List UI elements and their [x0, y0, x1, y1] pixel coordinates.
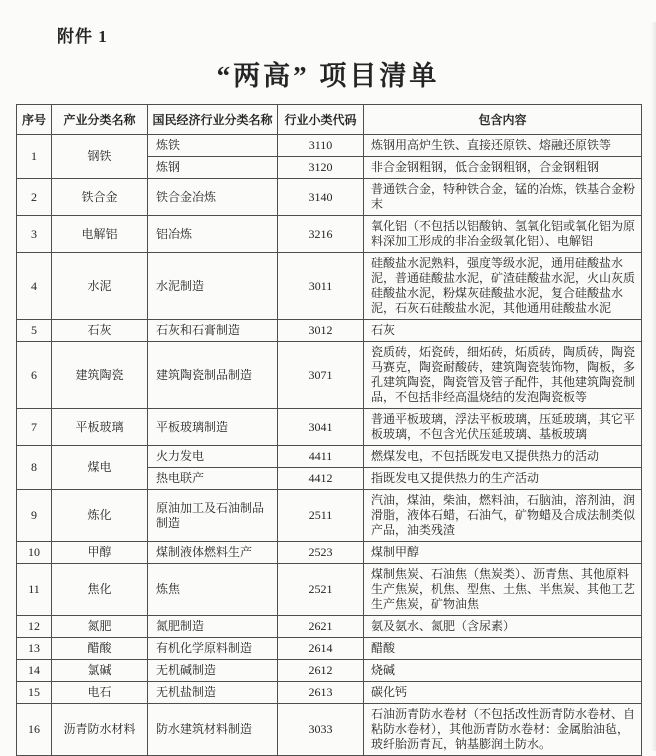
header-cell: 国民经济行业分类名称: [148, 105, 278, 135]
serial-cell: 13: [17, 638, 52, 660]
serial-cell: 1: [17, 135, 52, 179]
sector-cell: 平板玻璃制造: [148, 409, 278, 446]
industry-cell: 水泥: [52, 253, 148, 320]
table-row: [17, 638, 642, 660]
header-cell: 行业小类代码: [278, 105, 364, 135]
code-cell: 2511: [278, 490, 364, 542]
code-cell: 2614: [278, 638, 364, 660]
code-cell: 2613: [278, 682, 364, 704]
industry-cell: 平板玻璃: [52, 409, 148, 446]
table-row: [17, 564, 642, 616]
industry-cell: 石灰: [52, 320, 148, 342]
industry-cell: 钢铁: [52, 135, 148, 179]
industry-cell: 沥青防水材料: [52, 704, 148, 756]
serial-cell: 5: [17, 320, 52, 342]
table-row: [17, 490, 642, 542]
code-cell: 3140: [278, 179, 364, 216]
industry-cell: 醋酸: [52, 638, 148, 660]
content-cell: 非合金钢粗钢，低合金钢粗钢，合金钢粗钢: [364, 157, 642, 179]
table-row: [17, 682, 642, 704]
table-row: [17, 342, 642, 409]
sector-cell: 建筑陶瓷制品制造: [148, 342, 278, 409]
code-cell: 2612: [278, 660, 364, 682]
table-header: [17, 105, 642, 135]
table-row: [17, 179, 642, 216]
serial-cell: 9: [17, 490, 52, 542]
code-cell: 3033: [278, 704, 364, 756]
serial-cell: 6: [17, 342, 52, 409]
table-row: [17, 616, 642, 638]
code-cell: 3011: [278, 253, 364, 320]
serial-cell: 7: [17, 409, 52, 446]
table-row: [17, 135, 642, 157]
industry-cell: 甲醇: [52, 542, 148, 564]
sector-cell: 有机化学原料制造: [148, 638, 278, 660]
code-cell: 3110: [278, 135, 364, 157]
sector-cell: 氮肥制造: [148, 616, 278, 638]
sector-cell: 煤制液体燃料生产: [148, 542, 278, 564]
serial-cell: 11: [17, 564, 52, 616]
document-page: [0, 22, 656, 751]
industry-cell: 煤电: [52, 446, 148, 490]
sector-cell: 原油加工及石油制品制造: [148, 490, 278, 542]
code-cell: 4411: [278, 446, 364, 468]
code-cell: 3120: [278, 157, 364, 179]
attachment-label: 附件 1: [57, 27, 108, 46]
content-cell: 燃煤发电，不包括既发电又提供热力的活动: [364, 446, 642, 468]
code-cell: 2521: [278, 564, 364, 616]
code-cell: 3012: [278, 320, 364, 342]
serial-cell: 10: [17, 542, 52, 564]
serial-cell: 12: [17, 616, 52, 638]
code-cell: 4412: [278, 468, 364, 490]
table-row: [17, 446, 642, 468]
serial-cell: 4: [17, 253, 52, 320]
serial-cell: 2: [17, 179, 52, 216]
code-cell: 3071: [278, 342, 364, 409]
content-cell: 指既发电又提供热力的生产活动: [364, 468, 642, 490]
industry-cell: 铁合金: [52, 179, 148, 216]
sector-cell: 铁合金冶炼: [148, 179, 278, 216]
serial-cell: 15: [17, 682, 52, 704]
header-cell: 序号: [17, 105, 52, 135]
industry-cell: 氮肥: [52, 616, 148, 638]
content-cell: 醋酸: [364, 638, 642, 660]
header-cell: 包含内容: [364, 105, 642, 135]
content-cell: 硅酸盐水泥熟料，强度等级水泥，通用硅酸盐水泥，普通硅酸盐水泥，矿渣硅酸盐水泥，火山灰质硅酸盐水泥，粉煤灰硅酸盐水泥，复合硅酸盐水泥，石灰石硅酸盐水泥，其他通用硅酸盐水泥: [364, 253, 642, 320]
content-cell: 汽油，煤油，柴油，燃料油，石脑油，溶剂油，润滑脂，液体石蜡，石油气，矿物蜡及合成法制类似产品，油类残渣: [364, 490, 642, 542]
content-cell: 烧碱: [364, 660, 642, 682]
industry-cell: 炼化: [52, 490, 148, 542]
industry-cell: 电解铝: [52, 216, 148, 253]
table-row: [17, 253, 642, 320]
serial-cell: 16: [17, 704, 52, 756]
content-cell: 氧化铝（不包括以铝酸钠、氢氧化铝或氧化铝为原料深加工形成的非冶金级氧化铝）、电解铝: [364, 216, 642, 253]
page-title: “两高” 项目清单: [216, 61, 440, 91]
content-cell: 瓷质砖，炻瓷砖，细炻砖，炻质砖，陶质砖，陶瓷马赛克，陶瓷耐酸砖，建筑陶瓷装饰物，陶板，多孔建筑陶瓷，陶瓷管及管子配件，其他建筑陶瓷制品，不包括非经高温烧结的发泡陶瓷板等: [364, 342, 642, 409]
content-cell: 石灰: [364, 320, 642, 342]
sector-cell: 铝冶炼: [148, 216, 278, 253]
sector-cell: 火力发电: [148, 446, 278, 468]
sector-cell: 水泥制造: [148, 253, 278, 320]
content-cell: 普通平板玻璃，浮法平板玻璃，压延玻璃，其它平板玻璃，不包含光伏压延玻璃、基板玻璃: [364, 409, 642, 446]
sector-cell: 热电联产: [148, 468, 278, 490]
code-cell: 2621: [278, 616, 364, 638]
content-cell: 碳化钙: [364, 682, 642, 704]
table-row: [17, 660, 642, 682]
table-row: [17, 320, 642, 342]
content-cell: 普通铁合金，特种铁合金，锰的冶炼，铁基合金粉末: [364, 179, 642, 216]
two-high-projects-table: [16, 104, 642, 756]
sector-cell: 无机盐制造: [148, 682, 278, 704]
content-cell: 煤制焦炭、石油焦（焦炭类）、沥青焦、其他原料生产焦炭，机焦、型焦、土焦、半焦炭、其他工艺生产焦炭，矿物油焦: [364, 564, 642, 616]
content-cell: 石油沥青防水卷材（不包括改性沥青防水卷材、自粘防水卷材），其他沥青防水卷材：金属胎油毡，玻纤胎沥青瓦，钠基膨润土防水。: [364, 704, 642, 756]
sector-cell: 无机碱制造: [148, 660, 278, 682]
industry-cell: 建筑陶瓷: [52, 342, 148, 409]
sector-cell: 炼钢: [148, 157, 278, 179]
sector-cell: 炼焦: [148, 564, 278, 616]
sector-cell: 防水建筑材料制造: [148, 704, 278, 756]
serial-cell: 8: [17, 446, 52, 490]
code-cell: 3041: [278, 409, 364, 446]
serial-cell: 3: [17, 216, 52, 253]
code-cell: 2523: [278, 542, 364, 564]
industry-cell: 电石: [52, 682, 148, 704]
header-cell: 产业分类名称: [52, 105, 148, 135]
industry-cell: 氯碱: [52, 660, 148, 682]
sector-cell: 炼铁: [148, 135, 278, 157]
code-cell: 3216: [278, 216, 364, 253]
table-row: [17, 409, 642, 446]
content-cell: 炼钢用高炉生铁、直接还原铁、熔融还原铁等: [364, 135, 642, 157]
serial-cell: 14: [17, 660, 52, 682]
content-cell: 氨及氨水、氮肥（含尿素）: [364, 616, 642, 638]
table-row: [17, 542, 642, 564]
industry-cell: 焦化: [52, 564, 148, 616]
sector-cell: 石灰和石膏制造: [148, 320, 278, 342]
content-cell: 煤制甲醇: [364, 542, 642, 564]
table-row: [17, 704, 642, 756]
table-row: [17, 216, 642, 253]
